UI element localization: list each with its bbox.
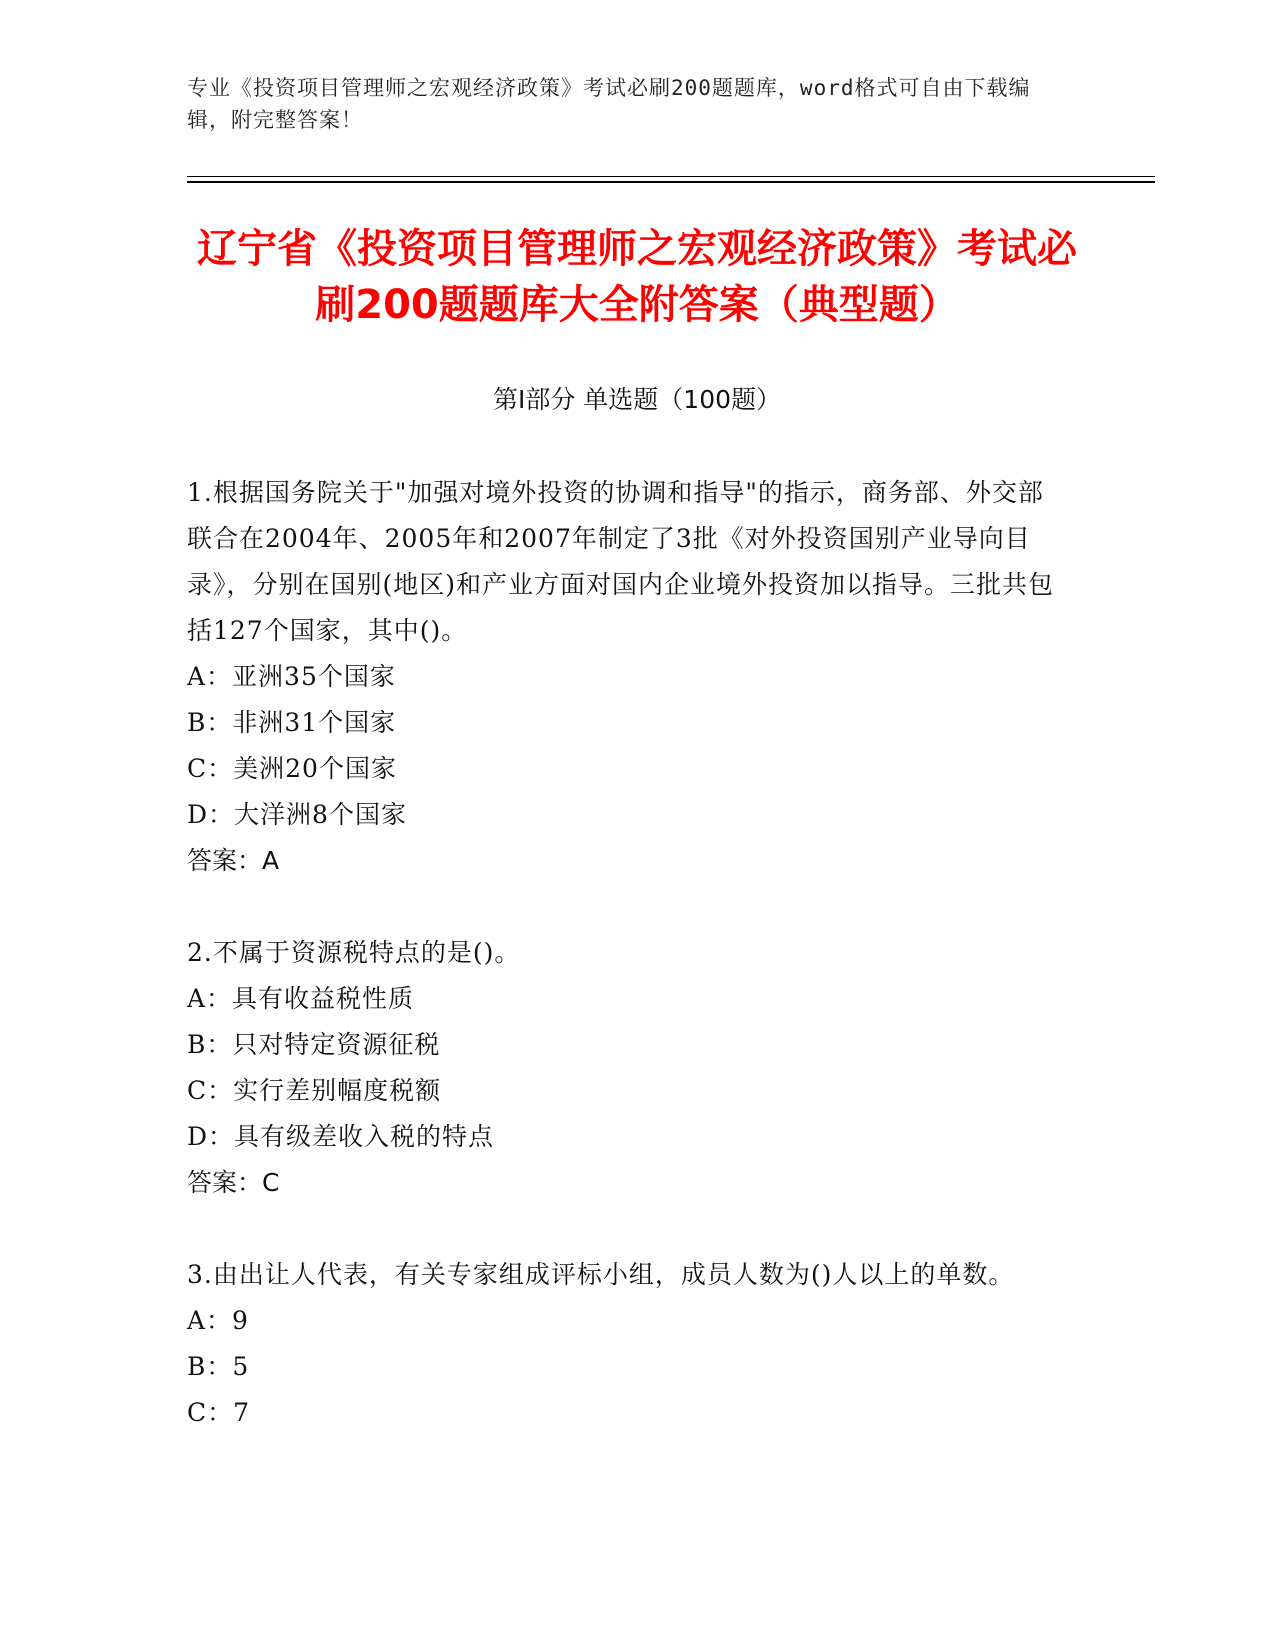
option-b: B：非洲31个国家: [187, 708, 397, 737]
answer-line: 答案：C: [187, 1168, 280, 1197]
question-list: [187, 470, 1067, 1482]
question-stem: 1.根据国务院关于"加强对境外投资的协调和指导"的指示，商务部、外交部联合在2004年、2005年和2007年制定了3批《对外投资国别产业导向目录》，分别在国别(地区)和产业方面对国内企业境外投资加以指导。三批共包括127个国家，其中()。: [187, 478, 1055, 645]
question-1: [187, 470, 1067, 884]
question-3: [187, 1252, 1067, 1436]
question-stem: 2.不属于资源税特点的是()。: [187, 938, 521, 967]
section-heading: 第Ⅰ部分 单选题（100题）: [492, 385, 782, 414]
header-rule-thin: [187, 176, 1155, 177]
header-note: 专业《投资项目管理师之宏观经济政策》考试必刷200题题库，word格式可自由下载编辑，附完整答案！: [187, 76, 1031, 132]
question-2: [187, 930, 1067, 1206]
option-a: A：具有收益税性质: [187, 984, 415, 1013]
option-a: A：9: [187, 1306, 249, 1335]
option-b: B：5: [187, 1352, 250, 1381]
option-c: C：7: [187, 1398, 251, 1427]
option-c: C：实行差别幅度税额: [187, 1076, 442, 1105]
document-title: 辽宁省《投资项目管理师之宏观经济政策》考试必刷200题题库大全附答案（典型题）: [197, 226, 1077, 328]
option-c: C：美洲20个国家: [187, 754, 397, 783]
option-b: B：只对特定资源征税: [187, 1030, 441, 1059]
answer-line: 答案：A: [187, 846, 280, 875]
option-d: D：具有级差收入税的特点: [187, 1122, 495, 1151]
option-d: D：大洋洲8个国家: [187, 800, 407, 829]
option-a: A：亚洲35个国家: [187, 662, 396, 691]
question-stem: 3.由出让人代表，有关专家组成评标小组，成员人数为()人以上的单数。: [187, 1260, 1015, 1289]
header-rule-thick: [187, 181, 1155, 183]
